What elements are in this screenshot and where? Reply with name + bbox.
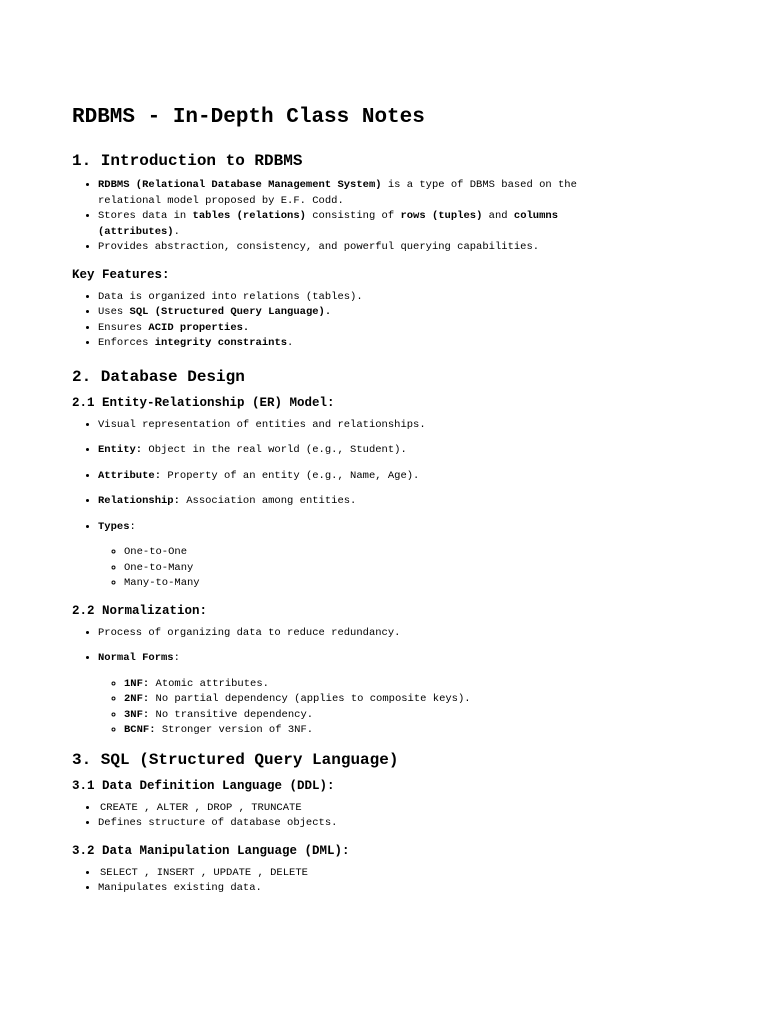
list-item <box>124 677 768 693</box>
bold-term: BCNF: <box>124 724 156 736</box>
list-item-text: Atomic attributes. <box>149 677 269 690</box>
page-title: RDBMS - In-Depth Class Notes <box>72 106 425 129</box>
list-item: • Visual representation of entities and relationships. <box>98 418 768 434</box>
dml-commands: SELECT , INSERT , UPDATE , DELETE <box>100 866 308 879</box>
bold-term: Attribute: <box>98 469 162 482</box>
normalization-list <box>72 626 768 739</box>
key-features-list <box>72 290 768 352</box>
list-item <box>98 469 768 485</box>
subheading-er-model: 2.1 Entity-Relationship (ER) Model: <box>72 395 335 410</box>
section-heading-intro: 1. Introduction to RDBMS <box>72 152 303 170</box>
ddl-list <box>72 801 768 832</box>
subheading-dml: 3.2 Data Manipulation Language (DML): <box>72 843 350 858</box>
bold-term: 2NF: <box>124 693 150 705</box>
intro-list <box>72 178 588 256</box>
list-item-text: is a type of DBMS based on the relational model proposed by E.F. Codd. <box>98 179 577 207</box>
list-item-text: and <box>482 210 514 222</box>
subheading-ddl: 3.1 Data Definition Language (DDL): <box>72 778 335 793</box>
list-item-text: Ensures <box>98 321 149 334</box>
bold-term: rows (tuples) <box>400 210 483 222</box>
list-item: ◦ One-to-One <box>124 545 768 561</box>
dml-list <box>72 866 768 897</box>
bold-term: Entity: <box>98 444 143 456</box>
bold-term: tables (relations) <box>192 210 306 222</box>
list-item <box>124 708 768 724</box>
list-item-text: No partial dependency (applies to composite keys). <box>149 693 471 705</box>
list-item-text: Stores data in <box>98 210 193 222</box>
relationship-types-list <box>98 545 768 592</box>
list-item <box>98 336 768 352</box>
bold-term: Relationship: <box>98 495 180 507</box>
list-item <box>98 178 588 209</box>
list-item-text: No transitive dependency. <box>149 708 314 721</box>
list-item-text: Property of an entity (e.g., Name, Age). <box>161 469 420 482</box>
list-item: • Process of organizing data to reduce redundancy. <box>98 626 768 642</box>
list-item <box>98 209 588 240</box>
list-item <box>98 866 768 882</box>
list-item-text: Object in the real world (e.g., Student). <box>142 444 407 456</box>
normal-forms-list <box>98 677 768 739</box>
section-heading-sql: 3. SQL (Structured Query Language) <box>72 750 399 769</box>
list-item-text: : <box>129 520 136 533</box>
list-item: ◦ One-to-Many <box>124 561 768 577</box>
list-item: • Data is organized into relations (tables). <box>98 290 768 306</box>
list-item-text: consisting of <box>305 210 401 222</box>
list-item <box>98 443 768 459</box>
list-item: • Defines structure of database objects. <box>98 816 768 832</box>
list-item <box>98 520 768 592</box>
bold-term: integrity constraints <box>154 337 288 349</box>
bold-term: Normal Forms <box>98 652 174 664</box>
bold-term: RDBMS (Relational Database Management System) <box>98 179 382 191</box>
list-item <box>98 305 768 321</box>
subheading-key-features: Key Features: <box>72 267 170 282</box>
list-item-text: Enforces <box>98 337 155 349</box>
list-item: ◦ Many-to-Many <box>124 576 768 592</box>
er-model-list <box>72 418 768 592</box>
bold-term: Types <box>98 520 130 533</box>
list-item <box>124 692 768 708</box>
section-heading-design: 2. Database Design <box>72 367 245 386</box>
list-item-text: Association among entities. <box>179 495 357 507</box>
subheading-normalization: 2.2 Normalization: <box>72 603 208 618</box>
bold-term: 3NF: <box>124 708 150 721</box>
list-item-text: . <box>287 337 294 349</box>
list-item <box>124 723 768 739</box>
bold-term: ACID properties. <box>148 321 250 334</box>
list-item-text: Stronger version of 3NF. <box>155 724 314 736</box>
list-item: • Manipulates existing data. <box>98 881 768 897</box>
list-item-text: : <box>173 652 180 664</box>
list-item <box>98 801 768 817</box>
list-item: • Provides abstraction, consistency, and powerful querying capabilities. <box>98 240 588 256</box>
list-item <box>98 494 768 510</box>
list-item <box>98 651 768 739</box>
bold-term: columns (attributes) <box>98 210 558 238</box>
list-item-text: Uses <box>98 306 130 318</box>
bold-term: SQL (Structured Query Language). <box>129 306 332 318</box>
bold-term: 1NF: <box>124 677 150 690</box>
list-item-text: . <box>173 225 180 238</box>
list-item <box>98 321 768 337</box>
ddl-commands: CREATE , ALTER , DROP , TRUNCATE <box>100 801 302 814</box>
